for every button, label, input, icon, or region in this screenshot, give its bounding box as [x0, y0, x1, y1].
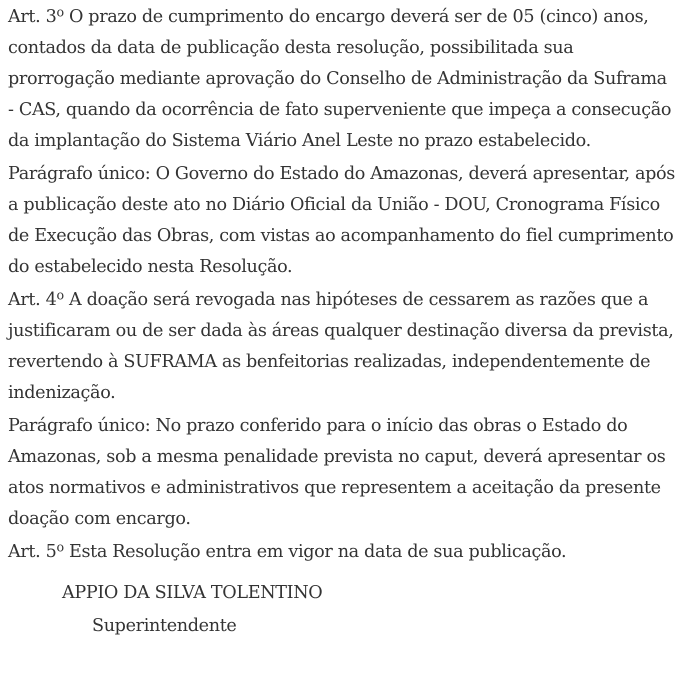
article-3-prefix: Art. 3: [8, 7, 57, 27]
article-3: [8, 2, 676, 157]
signatory-name: APPIO DA SILVA TOLENTINO: [62, 583, 323, 603]
article-5-prefix: Art. 5: [8, 542, 57, 562]
article-5: [8, 537, 676, 568]
document-body: [8, 2, 676, 642]
article-4-sole-paragraph: Parágrafo único: No prazo conferido para o início das obras o Estado do Amazonas, sob a mesma penalidade prevista no caput, deverá apresentar os atos normativos e administrativos que representem a aceitação da presente doação com encargo.: [8, 416, 666, 529]
article-4-prefix: Art. 4: [8, 290, 57, 310]
article-5-text: Esta Resolução entra em vigor na data de sua publicação.: [63, 542, 567, 562]
ordinal-indicator: o: [56, 287, 64, 303]
article-4-text: A doação será revogada nas hipóteses de cessarem as razões que a justificaram ou de ser dada às áreas qualquer destinação diversa da prevista, revertendo à SUFRAMA as benfeitorias realizadas, independentemente de indenização.: [8, 290, 674, 403]
signatory-title: Superintendente: [92, 616, 237, 636]
article-3-text: O prazo de cumprimento do encargo deverá ser de 05 (cinco) anos, contados da data de publicação desta resolução, possibilitada sua prorrogação mediante aprovação do Conselho de Administração da Suframa - CAS, quando da ocorrência de fato superveniente que impeça a consecução da implantação do Sistema Viário Anel Leste no prazo estabelecido.: [8, 7, 672, 151]
article-4: [8, 285, 676, 409]
article-3-sole-paragraph: Parágrafo único: O Governo do Estado do Amazonas, deverá apresentar, após a publicação deste ato no Diário Oficial da União - DOU, Cronograma Físico de Execução das Obras, com vistas ao acompanhamento do fiel cumprimento do estabelecido nesta Resolução.: [8, 164, 675, 277]
ordinal-indicator: o: [56, 4, 64, 20]
ordinal-indicator: o: [56, 539, 64, 555]
